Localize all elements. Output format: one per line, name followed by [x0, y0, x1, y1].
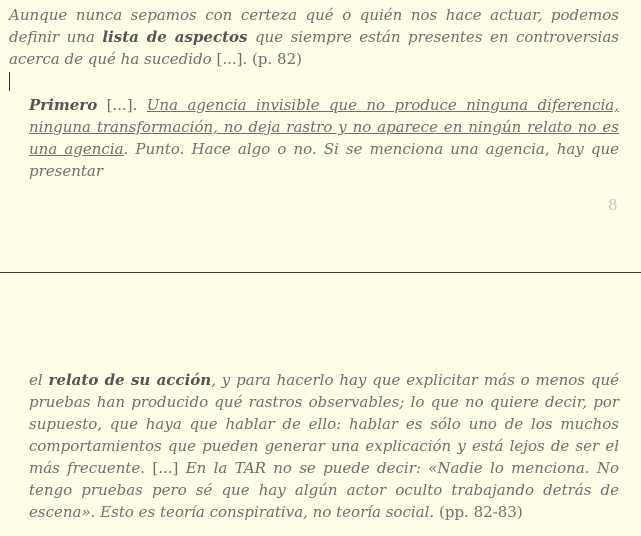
intro-text-1: Aunque nunca sepamos con certeza qué o quién nos hace actuar, podemos definir una [9, 6, 619, 46]
quote2-text-3: En la TAR no se puede decir: «Nadie lo menciona. No tengo pruebas pero sé que hay algún actor oculto trabajando detrás de escena». Esto es teoría conspirativa, no teoría social. [29, 459, 619, 521]
quote-underlined-text: Una agencia invisible que no produce ninguna diferencia, ninguna transformación, no deja rastro y no aparece en ningún relato no es una agencia [29, 96, 619, 158]
quote2-ellipsis: [...] [152, 459, 179, 477]
intro-paragraph [9, 4, 619, 70]
quote-rest-text: . Punto. Hace algo o no. Si se menciona una agencia, hay que presentar [29, 140, 619, 180]
quote2-text-1: el [29, 371, 43, 389]
quote2-citation: (pp. 82-83) [438, 503, 523, 521]
quote2-text-2: , y para hacerlo hay que explicitar más o menos qué pruebas han producido qué rastros observables; lo que no quiere decir, por supuesto, que haya que hablar de ello: hablar es sólo uno de los muchos comportamientos que pueden generar una explicación y está lejos de ser el más frecuente. [29, 371, 619, 477]
page-bottom [0, 273, 641, 536]
quote-paragraph-1 [29, 94, 619, 182]
quote-bold-primero: Primero [29, 96, 98, 114]
page-number: 8 [608, 196, 618, 214]
intro-bold-term: lista de aspectos [102, 28, 248, 46]
quote-ellipsis: [...]. [106, 96, 138, 114]
quote-paragraph-2 [29, 369, 619, 523]
quote2-bold-term: relato de su acción [48, 371, 212, 389]
intro-citation: [...]. (p. 82) [216, 50, 302, 68]
intro-text-2: que siempre están presentes en controversias acerca de qué ha sucedido [9, 28, 619, 68]
text-cursor [9, 72, 10, 91]
